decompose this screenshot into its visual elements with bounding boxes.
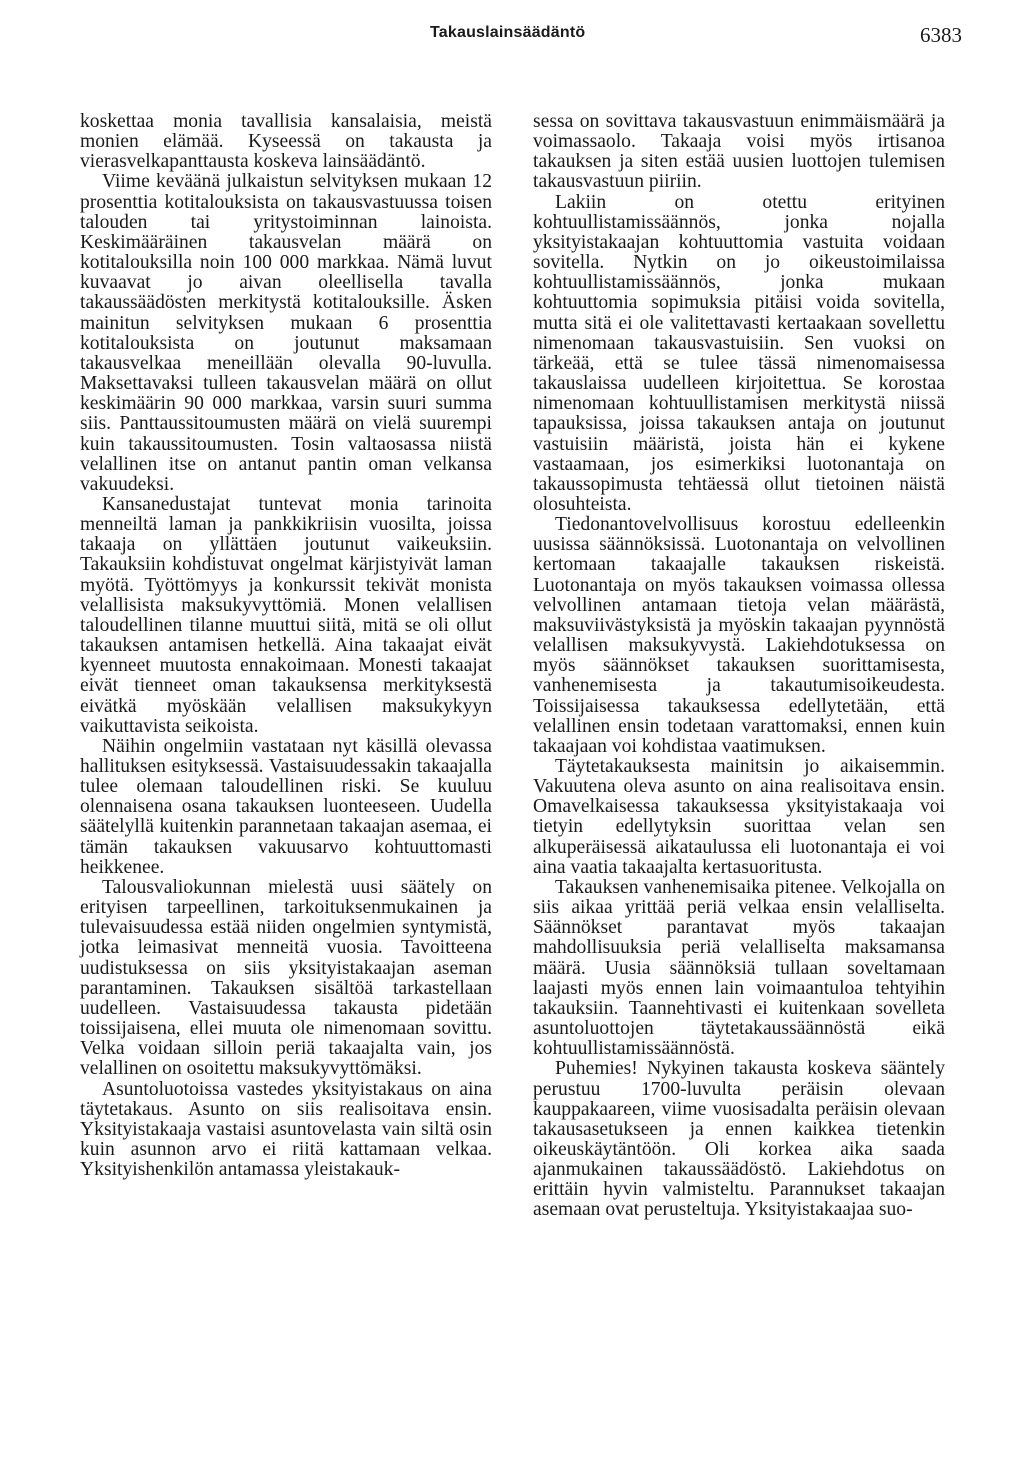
paragraph: Takauksen vanhenemisaika pitenee. Velkojalla on siis aikaa yrittää periä velkaa ensin velalliselta. Säännökset parantavat myös takaajan mahdollisuuksia periä velalliselta maksamansa määrä. Uusia säännöksiä tullaan soveltamaan laajasti myös ennen lain voimaantuloa tehtyihin takauksiin. Taannehtivasti ei kuitenkaan sovelleta asuntoluottojen täytetakaussäännöstä eikä kohtuullistamissäännöstä. (533, 876, 945, 1060)
right-column (533, 112, 945, 1221)
page-header (0, 24, 1024, 54)
paragraph: Lakiin on otettu erityinen kohtuullistamissäännös, jonka nojalla yksityistakaajan kohtuuttomia vastuita voidaan sovitella. Nytkin on jo oikeustoimilaissa kohtuullistamissäännös, jonka mukaan kohtuuttomia sopimuksia pitäisi voida sovitella, mutta sitä ei ole valitettavasti kertaakaan sovellettu nimenomaan takausvastuisiin. Sen vuoksi on tärkeää, että se tulee tässä nimenomaisessa takauslaissa uudelleen kirjoitettua. Se korostaa nimenomaan kohtuullistamisen merkitystä niissä tapauksissa, joissa takauksen antaja on joutunut vastuisiin määristä, joista hän ei kykene vastaamaan, jos esimerkiksi luotonantaja on takaussopimusta tehtäessä ollut tietoinen näistä olosuhteista. (533, 191, 945, 515)
paragraph: Täytetakauksesta mainitsin jo aikaisemmin. Vakuutena oleva asunto on aina realisoitava ensin. Omavelkaisessa takauksessa yksityistakaaja voi tietyin edellytyksin suorittaa velan sen alkuperäisessä aikataulussa eli luotonantaja ei voi aina vaatia takaajalta kertasuoritusta. (533, 756, 945, 878)
paragraph: Asuntoluotoissa vastedes yksityistakaus on aina täytetakaus. Asunto on siis realisoitava ensin. Yksityistakaaja vastaisi asuntovelasta vain siltä osin kuin asunnon arvo ei riitä kattamaan velkaa. Yksityishenkilön antamassa yleistakauk- (80, 1078, 492, 1181)
left-column (80, 112, 492, 1180)
page-number: 6383 (920, 23, 962, 47)
paragraph: Näihin ongelmiin vastataan nyt käsillä olevassa hallituksen esityksessä. Vastaisuudessakin takaajalla tulee olemaan taloudellinen riski. Se kuuluu olennaisena osana takauksen luonteeseen. Uudella säätelyllä kuitenkin parannetaan takaajan asemaa, ei tämän takauksen vakuusarvo kohtuuttomasti heikkenee. (80, 735, 492, 878)
paragraph: Viime keväänä julkaistun selvityksen mukaan 12 prosenttia kotitalouksista on takausvastuussa toisen talouden tai yritystoiminnan lainoista. Keskimääräinen takausvelan määrä on kotitalouksilla noin 100 000 markkaa. Nämä luvut kuvaavat jo aivan oleellisella tavalla takaussäädösten merkitystä kotitalouksille. Äsken mainitun selvityksen mukaan 6 prosenttia kotitalouksista on joutunut maksamaan takausvelkaa meneillään olevalla 90-luvulla. Maksettavaksi tulleen takausvelan määrä on ollut keskimäärin 90 000 markkaa, varsin suuri summa siis. Panttaussitoumusten määrä on vielä suurempi kuin takaussitoumusten. Tosin valtaosassa niistä velallinen itse on antanut pantin oman velkansa vakuudeksi. (80, 171, 492, 495)
paragraph: Puhemies! Nykyinen takausta koskeva sääntely perustuu 1700-luvulta peräisin olevaan kauppakaareen, viime vuosisadalta peräisin olevaan takausasetukseen ja ennen kaikkea tietenkin oikeuskäytäntöön. Oli korkea aika saada ajanmukainen takaussäädöstö. Lakiehdotus on erittäin hyvin valmisteltu. Parannukset takaajan asemaan ovat perusteltuja. Yksityistakaajaa suo- (533, 1058, 945, 1221)
running-head: Takauslainsäädäntö (430, 24, 586, 41)
paragraph: koskettaa monia tavallisia kansalaisia, meistä monien elämää. Kyseessä on takausta ja vierasvelkapanttausta koskeva lainsäädäntö. (80, 111, 492, 173)
paragraph: sessa on sovittava takausvastuun enimmäismäärä ja voimassaolo. Takaaja voisi myös irtisanoa takauksen ja siten estää uusien luottojen tulemisen takausvastuun piiriin. (533, 111, 945, 193)
paragraph: Talousvaliokunnan mielestä uusi säätely on erityisen tarpeellinen, tarkoituksenmukainen ja tulevaisuudessa estää niiden ongelmien syntymistä, jotka leimasivat menneitä vuosia. Tavoitteena uudistuksessa on siis yksityistakaajan aseman parantaminen. Takauksen sisältöä tarkastellaan uudelleen. Vastaisuudessa takausta pidetään toissijaisena, ellei muuta ole nimenomaan sovittu. Velka voidaan silloin periä takaajalta vain, jos velallinen on osoitettu maksukyvyttömäksi. (80, 876, 492, 1080)
paragraph: Kansanedustajat tuntevat monia tarinoita menneiltä laman ja pankkikriisin vuosilta, joissa takaaja on yllättäen joutunut vaikeuksiin. Takauksiin kohdistuvat ongelmat kärjistyivät laman myötä. Työttömyys ja konkurssit tekivät monista velallisista maksukyvyttömiä. Monen velallisen taloudellinen tilanne muuttui siitä, mitä se oli ollut takauksen antamisen hetkellä. Aina takaajat eivät kyenneet muutosta ennakoimaan. Monesti takaajat eivät tienneet oman takauksensa merkityksestä eivätkä myöskään velallisen maksukykyyn vaikuttavista seikoista. (80, 493, 492, 737)
paragraph: Tiedonantovelvollisuus korostuu edelleenkin uusissa säännöksissä. Luotonantaja on velvollinen kertomaan takaajalle takauksen riskeistä. Luotonantaja on myös takauksen voimassa ollessa velvollinen antamaan tietoja velan määrästä, maksuviivästyksistä ja myöskin takaajan pyynnöstä velallisen maksukyvystä. Lakiehdotuksessa on myös säännökset takauksen suorittamisesta, vanhenemisesta ja takautumisoikeudesta. Toissijaisessa takauksessa edellytetään, että velallinen ensin todetaan varattomaksi, ennen kuin takaajaan voi kohdistaa vaatimuksen. (533, 514, 945, 757)
